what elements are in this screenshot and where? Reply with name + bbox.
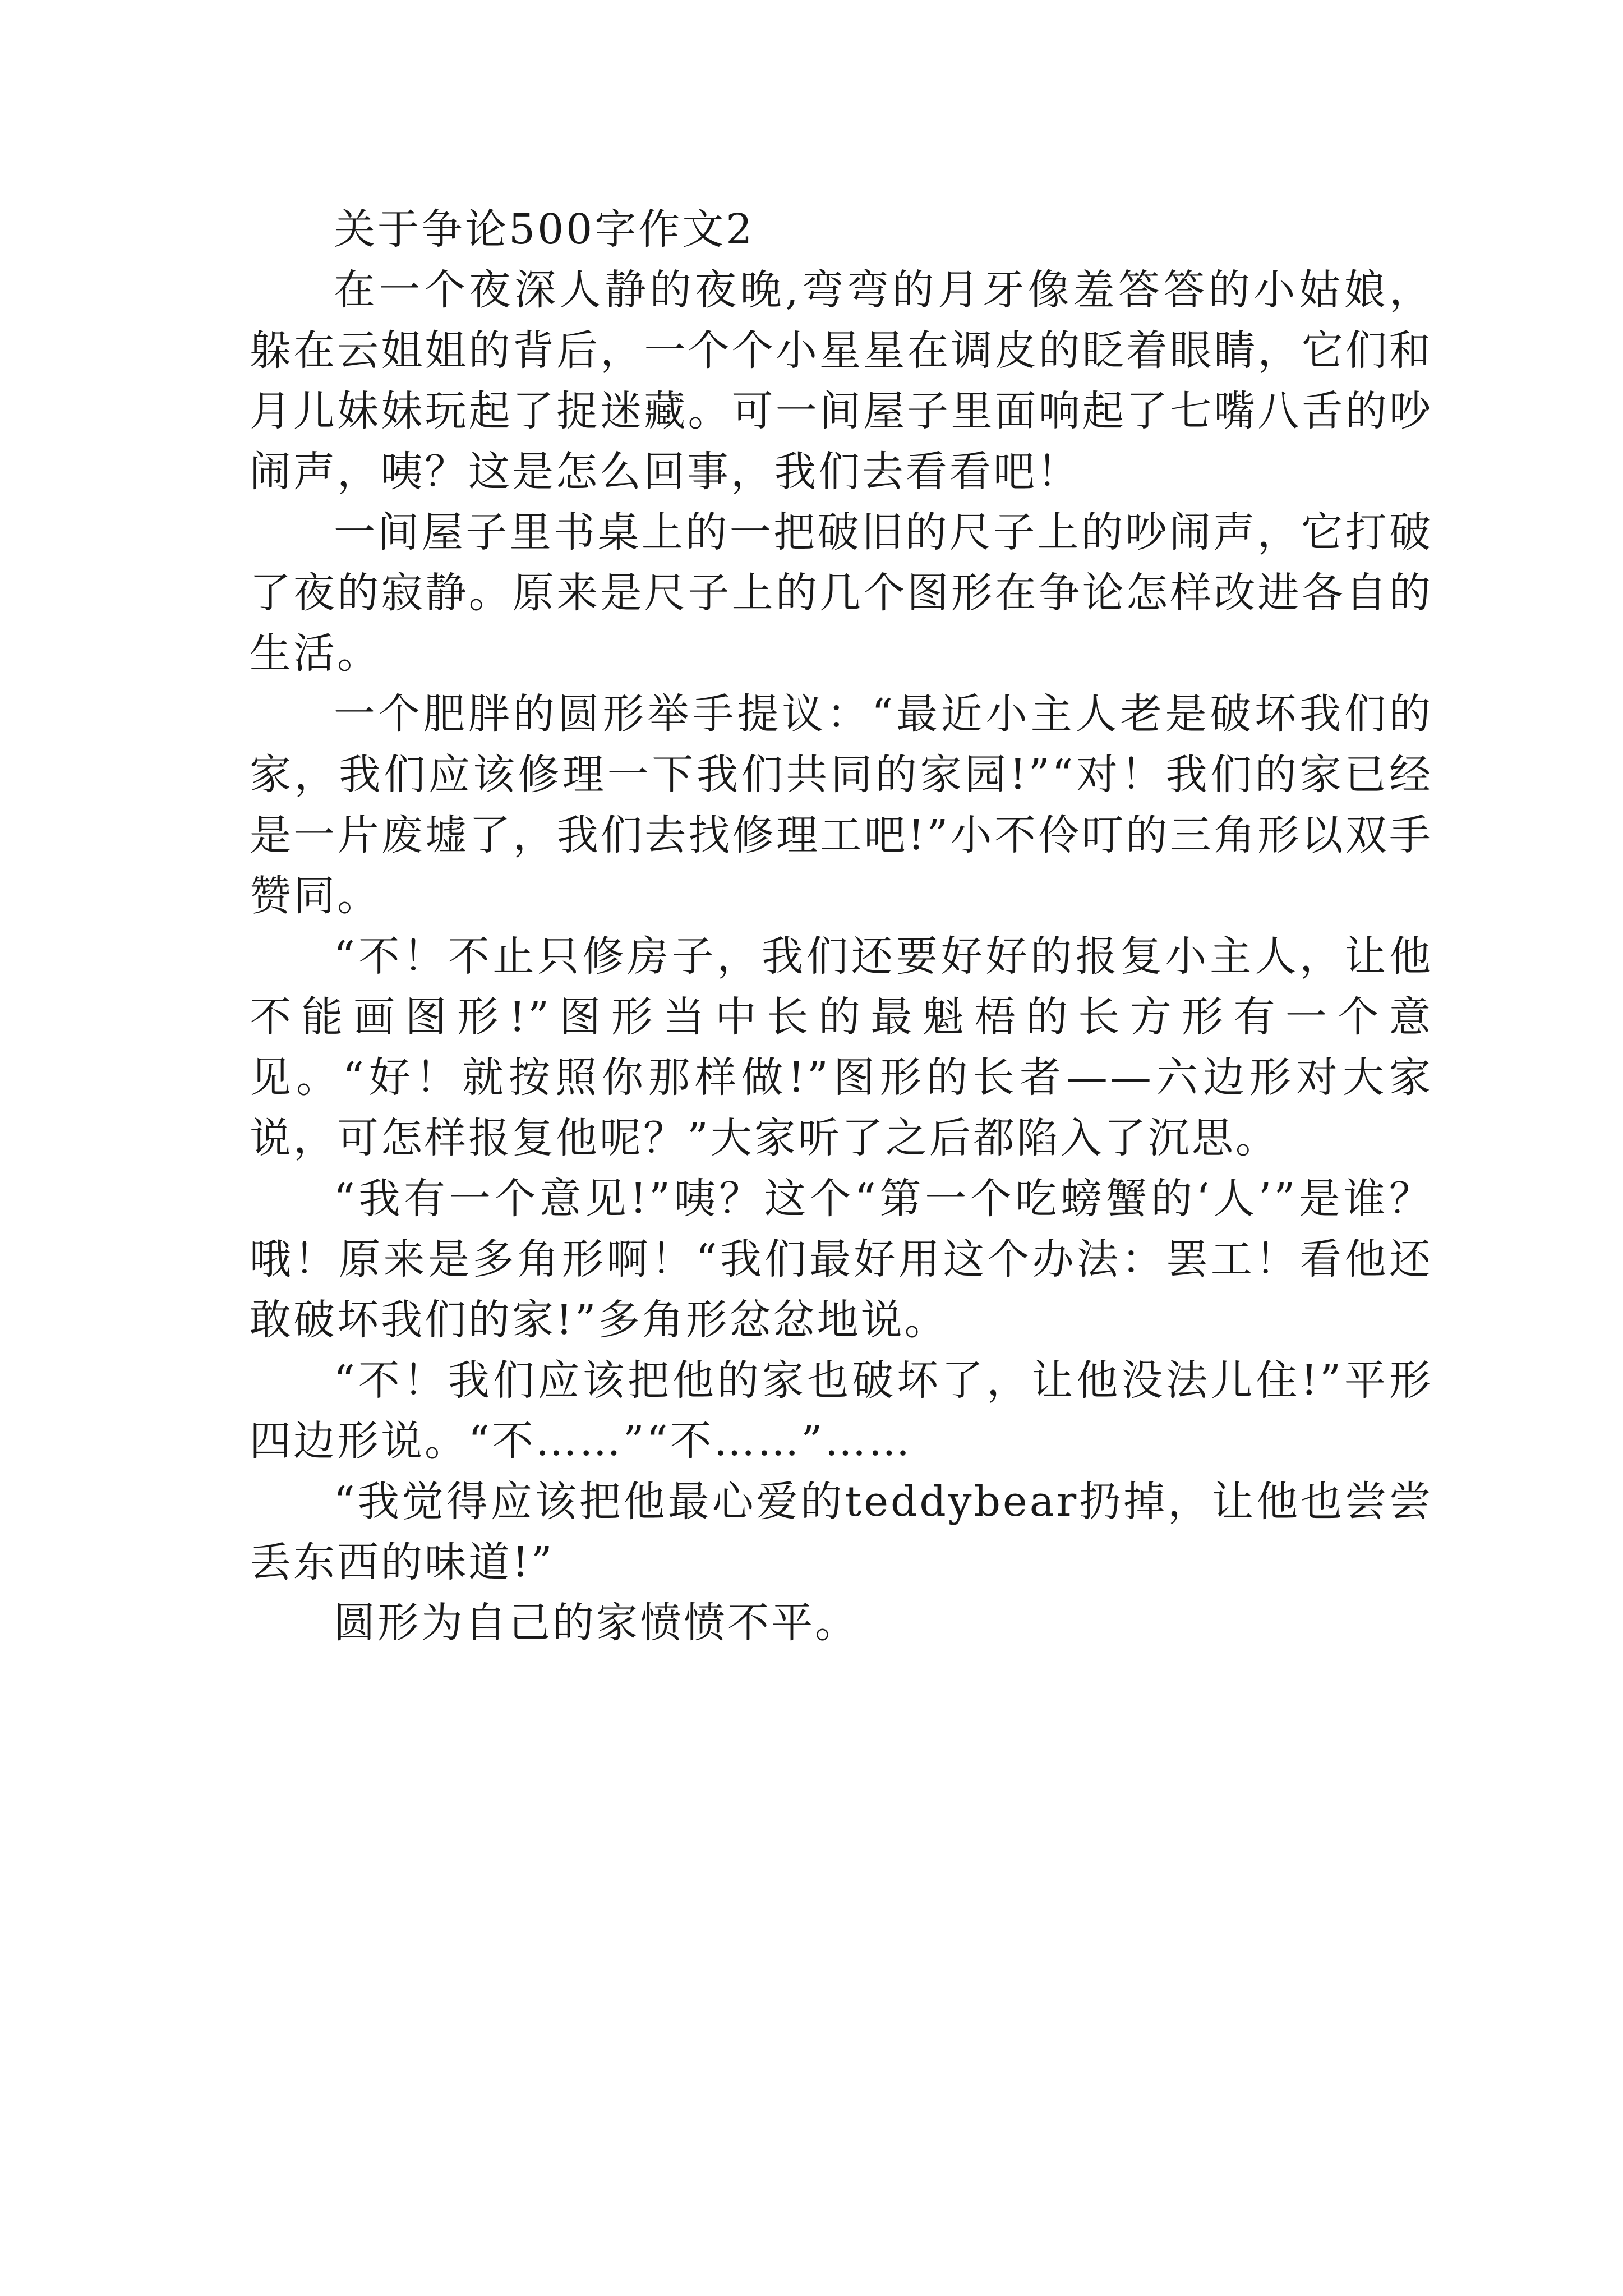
paragraph: 一间屋子里书桌上的一把破旧的尺子上的吵闹声，它打破了夜的寂静。原来是尺子上的几个图形在争论怎样改进各自的生活。 [250,508,1433,678]
paragraph: 圆形为自己的家愤愤不平。 [334,1599,859,1647]
paragraph: “我有一个意见!”咦？这个“第一个吃螃蟹的‘人’”是谁？哦！原来是多角形啊！“我们最好用这个办法：罢工！看他还敢破坏我们的家!”多角形忿忿地说。 [250,1175,1433,1344]
paragraph: 一个肥胖的圆形举手提议：“最近小主人老是破坏我们的家，我们应该修理一下我们共同的家园!”“对！我们的家已经是一片废墟了，我们去找修理工吧!”小不伶叮的三角形以双手赞同。 [250,690,1433,920]
document-body [250,199,1433,1653]
paragraph: “我觉得应该把他最心爱的teddybear扔掉，让他也尝尝丢东西的味道!” [250,1478,1433,1586]
paragraph: “不！我们应该把他的家也破坏了，让他没法儿住!”平形四边形说。“不……”“不……”…… [250,1356,1433,1465]
document-title: 关于争论500字作文2 [334,205,755,254]
paragraph: 在一个夜深人静的夜晚,弯弯的月牙像羞答答的小姑娘，躲在云姐姐的背后，一个个小星星在调皮的眨着眼睛，它们和月儿妹妹玩起了捉迷藏。可一间屋子里面响起了七嘴八舌的吵闹声，咦？这是怎么回事，我们去看看吧！ [250,266,1433,496]
paragraph: “不！不止只修房子，我们还要好好的报复小主人，让他不能画图形!”图形当中长的最魁梧的长方形有一个意见。“好！就按照你那样做!”图形的长者——六边形对大家说，可怎样报复他呢？”大家听了之后都陷入了沉思。 [250,932,1433,1162]
